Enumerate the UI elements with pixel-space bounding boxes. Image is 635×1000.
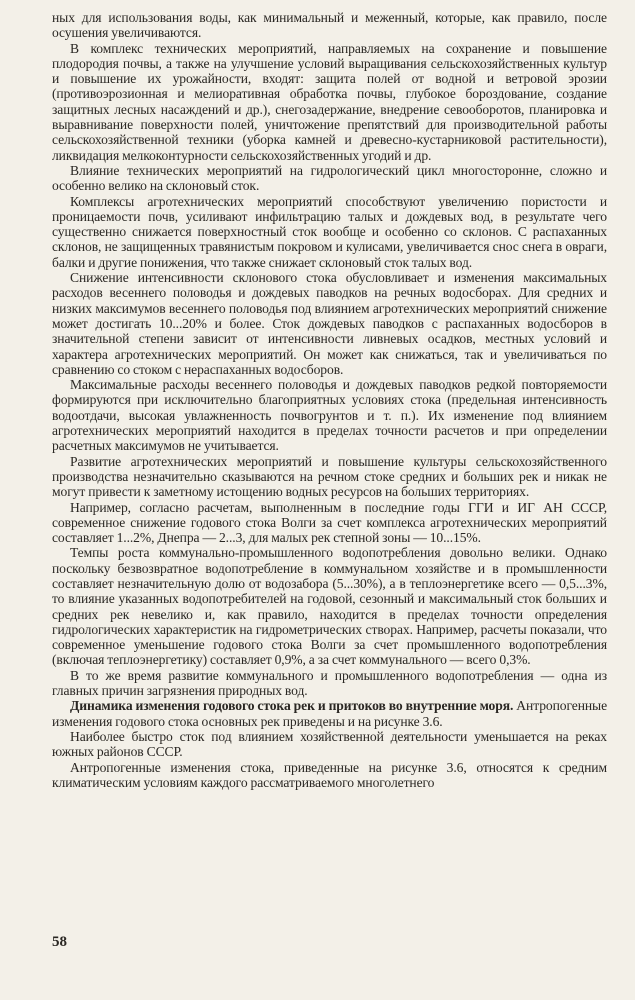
paragraph-5: Снижение интенсивности склонового стока обусловливает и изменения максимальных расходов весеннего половодья и дождевых паводков на речных водосборах. Для средних и низких максимумов весеннего половодья под влиянием агротехнических мероприятий снижение может достигать 10...20% и более. Сток дождевых паводков с распаханных водосборов в значительной степени зависит от интенсивности ливневых осадков, местных условий и характера агротехнических мероприятий. Он может как снижаться, так и увеличиваться по сравнению со стоком с нераспаханных водосборов. — [52, 270, 607, 377]
paragraph-3: Влияние технических мероприятий на гидрологический цикл многосторонне, сложно и особенно велико на склоновый сток. — [52, 162, 607, 194]
paragraph-6: Максимальные расходы весеннего половодья и дождевых паводков редкой повторяемости формируются при исключительно благоприятных условиях стока (предельная интенсивность водоотдачи, высокая увлажненность почвогрунтов и т. п.). Их изменение под влиянием агротехнических мероприятий находится в пределах точности расчетов и при определении расчетных максимумов не учитывается. — [52, 377, 607, 454]
paragraph-4: Комплексы агротехнических мероприятий способствуют увеличению пористости и проницаемости почв, усиливают инфильтрацию талых и дождевых вод, в результате чего существенно снижается поверхностный сток вообще и особенно со склонов. С распаханных склонов, не защищенных травянистым покровом и кулисами, увеличивается снос снега в овраги, балки и другие понижения, что также снижает склоновый сток талых вод. — [52, 193, 607, 270]
paragraph-7: Развитие агротехнических мероприятий и повышение культуры сельскохозяйственного производства незначительно сказываются на речном стоке средних и больших рек и никак не могут привести к заметному истощению водных ресурсов на больших территориях. — [52, 453, 607, 500]
paragraph-9: Темпы роста коммунально-промышленного водопотребления довольно велики. Однако поскольку безвозвратное водопотребление в коммунальном хозяйстве и в промышленности составляет незначительную долю от водозабора (5...30%), а в теплоэнергетике всего — 0,5...3%, то влияние указанных водопотребителей на годовой, сезонный и максимальный сток больших и средних рек невелико и, как правило, находится в пределах точности определения гидрологических характеристик на гидрометрических створах. Например, расчеты показали, что современное уменьшение годового стока Волги за счет промышленного водопотребления (включая теплоэнергетику) составляет 0,9%, а за счет коммунального — всего 0,3%. — [52, 545, 607, 668]
section-heading: Динамика изменения годового стока рек и притоков во внутренние моря. — [70, 698, 514, 714]
section-text: Антропогенные изменения годового стока основных рек приведены и на рисунке 3.6. — [52, 698, 608, 729]
body-text — [52, 10, 607, 790]
paragraph-13: Антропогенные изменения стока, приведенные на рисунке 3.6, относятся к средним климатическим условиям каждого рассматриваемого многолетнего — [52, 759, 607, 790]
paragraph-2: В комплекс технических мероприятий, направляемых на сохранение и повышение плодородия почвы, а также на улучшение условий выращивания сельскохозяйственных культур и повышение их урожайности, входят: защита полей от водной и ветровой эрозии (противоэрозионная и мелиоративная обработка почвы, глубокое бороздование, создание защитных лесных насаждений и др.), снегозадержание, внедрение севооборотов, планировка и выравнивание поверхности полей, уничтожение препятствий для производительной работы сельскохозяйственной техники (уборка камней и древесно-кустарниковой растительности), ликвидация мелкоконтурности сельскохозяйственных угодий и др. — [52, 40, 607, 163]
paragraph-10: В то же время развитие коммунального и промышленного водопотребления — одна из главных причин загрязнения природных вод. — [52, 667, 607, 699]
page-number: 58 — [52, 934, 67, 950]
paragraph-8: Например, согласно расчетам, выполненным в последние годы ГГИ и ИГ АН СССР, современное снижение годового стока Волги за счет комплекса агротехнических мероприятий составляет 1...2%, Днепра — 2...3, для малых рек степной зоны — 10...15%. — [52, 499, 607, 546]
paragraph-1: ных для использования воды, как минимальный и меженный, которые, как правило, после осушения увеличиваются. — [52, 10, 607, 41]
paragraph-12: Наиболее быстро сток под влиянием хозяйственной деятельности уменьшается на реках южных районов СССР. — [52, 728, 607, 760]
section-paragraph — [52, 698, 607, 729]
